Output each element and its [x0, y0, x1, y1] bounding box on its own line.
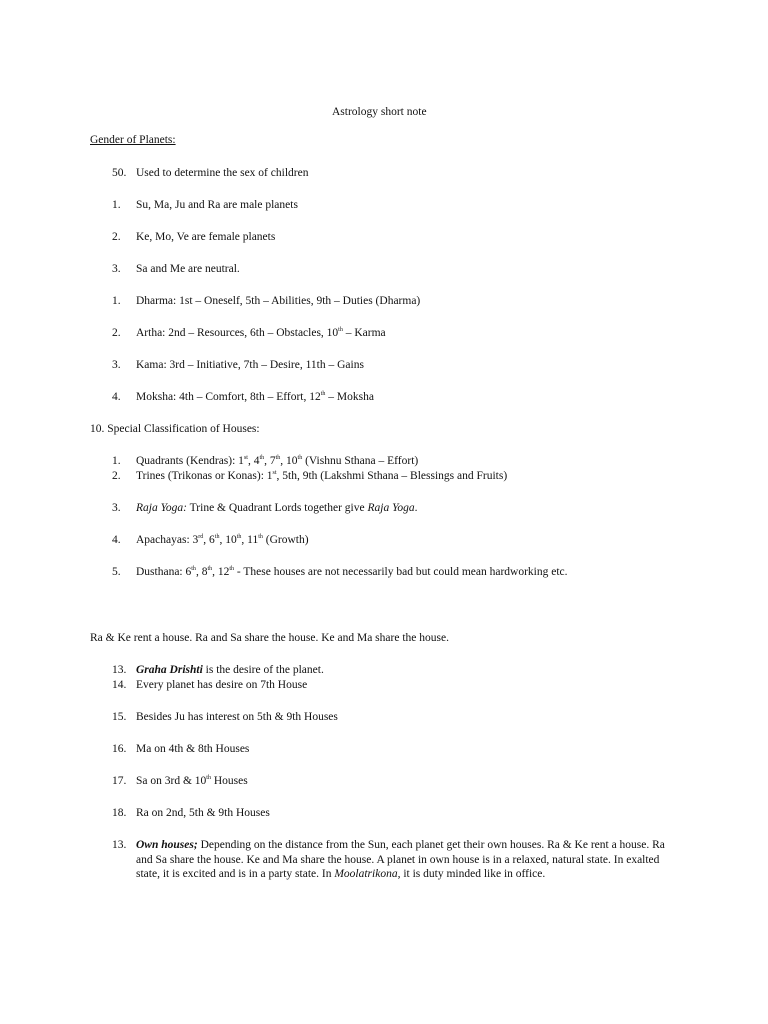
item-paragraph: Own houses; Depending on the distance from the Sun, each planet get their own houses. Ra & Ke rent a house. Ra and Sa share the house. Ke and Ma share the house. A planet in own house is in a relaxed, natural state. In exalted state, it is excited and is in a party state. In Moolatrikona, it is duty minded like in office.	[136, 839, 665, 881]
item-text: Trines (Trikonas or Konas): 1st, 5th, 9th (Lakshmi Sthana – Blessings and Fruits)	[136, 470, 508, 482]
item-number: 2.	[112, 470, 121, 482]
item-number: 5.	[112, 566, 121, 578]
list-item-own-houses	[0, 838, 768, 898]
item-text: Sa on 3rd & 10th Houses	[136, 775, 248, 787]
item-text: Quadrants (Kendras): 1st, 4th, 7th, 10th (Vishnu Sthana – Effort)	[136, 455, 419, 467]
paragraph-rent: Ra & Ke rent a house. Ra and Sa share the house. Ke and Ma share the house.	[90, 632, 449, 644]
item-text: Sa and Me are neutral.	[136, 263, 240, 275]
item-number: 14.	[112, 679, 127, 691]
item-number: 1.	[112, 295, 121, 307]
item-number: 16.	[112, 743, 127, 755]
item-number: 4.	[112, 534, 121, 546]
item-text: Ma on 4th & 8th Houses	[136, 743, 250, 755]
item-number: 3.	[112, 263, 121, 275]
section-heading-gender: Gender of Planets:	[90, 134, 176, 146]
page-title: Astrology short note	[332, 106, 427, 118]
item-text: Ke, Mo, Ve are female planets	[136, 231, 276, 243]
item-number: 17.	[112, 775, 127, 787]
item-text: Graha Drishti is the desire of the planet.	[136, 664, 324, 676]
item-text: Every planet has desire on 7th House	[136, 679, 308, 691]
item-number: 50.	[112, 167, 127, 179]
item-text: Used to determine the sex of children	[136, 167, 309, 179]
item-number: 2.	[112, 327, 121, 339]
item-number: 1.	[112, 455, 121, 467]
section-heading-special: 10. Special Classification of Houses:	[90, 423, 260, 435]
item-text: Dharma: 1st – Oneself, 5th – Abilities, 9th – Duties (Dharma)	[136, 295, 421, 307]
item-text: Artha: 2nd – Resources, 6th – Obstacles, 10th – Karma	[136, 327, 386, 339]
item-number: 2.	[112, 231, 121, 243]
item-number: 15.	[112, 711, 127, 723]
item-number: 1.	[112, 199, 121, 211]
item-text: Su, Ma, Ju and Ra are male planets	[136, 199, 298, 211]
item-text: Besides Ju has interest on 5th & 9th Houses	[136, 711, 338, 723]
item-number: 18.	[112, 807, 127, 819]
item-text: Apachayas: 3rd, 6th, 10th, 11th (Growth)	[136, 534, 309, 546]
item-number: 3.	[112, 359, 121, 371]
item-text: Moksha: 4th – Comfort, 8th – Effort, 12th – Moksha	[136, 391, 374, 403]
item-text: Kama: 3rd – Initiative, 7th – Desire, 11th – Gains	[136, 359, 364, 371]
item-number: 4.	[112, 391, 121, 403]
item-number: 3.	[112, 502, 121, 514]
item-text: Raja Yoga: Trine & Quadrant Lords together give Raja Yoga.	[136, 502, 418, 514]
item-number: 13.	[112, 664, 127, 676]
item-number: 13.	[112, 839, 127, 851]
item-text: Dusthana: 6th, 8th, 12th - These houses are not necessarily bad but could mean hardworking etc.	[136, 566, 568, 578]
item-text: Ra on 2nd, 5th & 9th Houses	[136, 807, 270, 819]
